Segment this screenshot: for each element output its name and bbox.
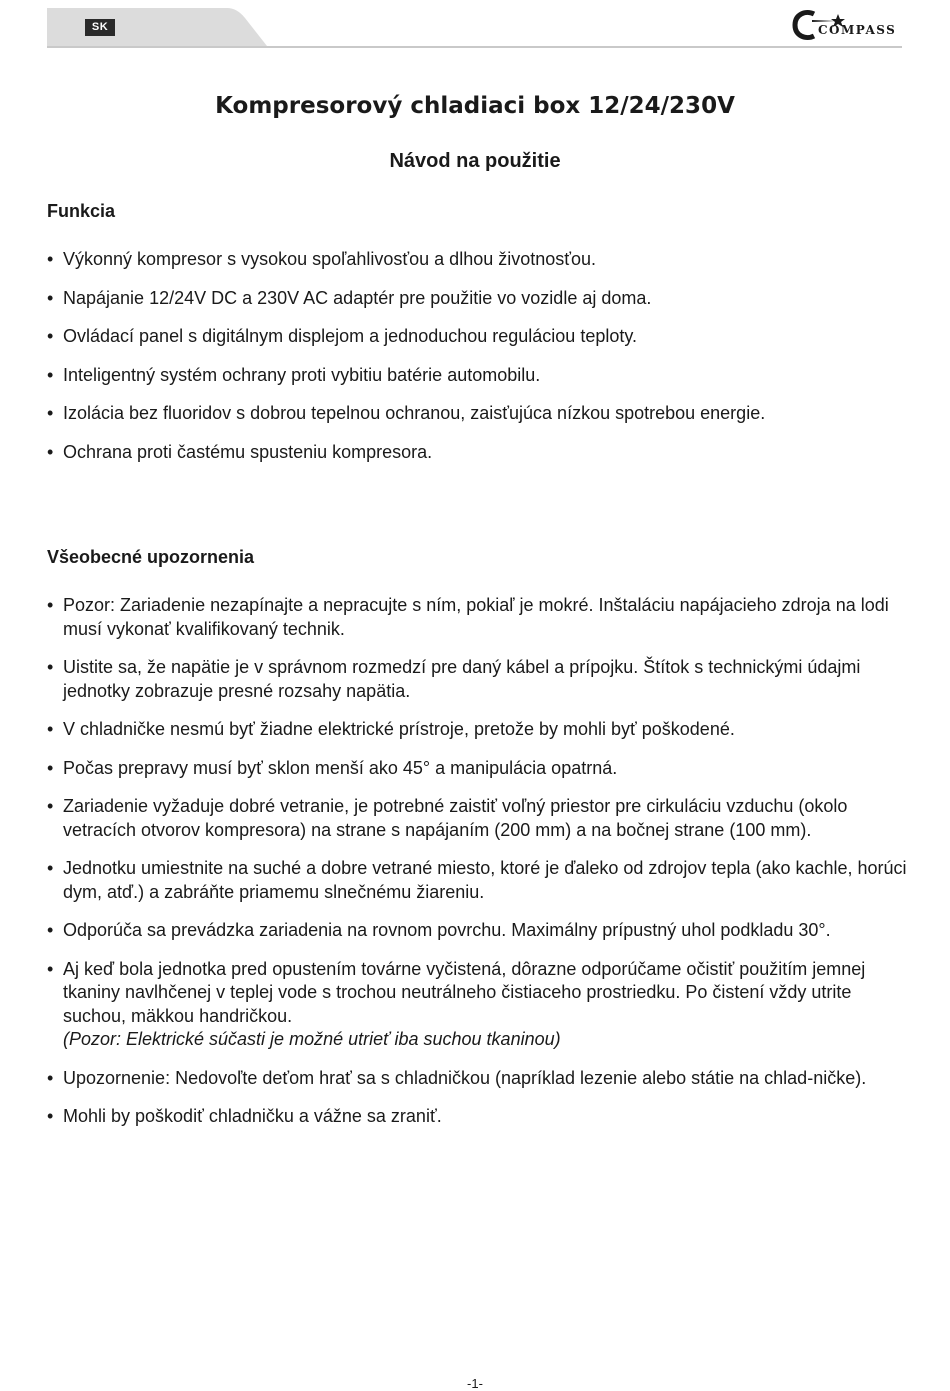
list-item: • Uistite sa, že napätie je v správnom rozmedzí pre daný kábel a prípojku. Štítok s technickými údajmi jednotky zobrazuje presné rozsahy napätia. <box>47 656 907 703</box>
warnings-list <box>47 594 907 1129</box>
page-header <box>47 8 902 48</box>
cleaning-note: (Pozor: Elektrické súčasti je možné utrieť iba suchou tkaninou) <box>63 1029 561 1049</box>
list-item-cleaning <box>47 958 907 1052</box>
list-item: • Zariadenie vyžaduje dobré vetranie, je potrebné zaistiť voľný priestor pre cirkuláciu vzduchu (okolo vetracích otvorov kompresora) na strane s napájaním (200 mm) a na bočnej strane (100 mm). <box>47 795 907 842</box>
section-heading-upozornenia: Všeobecné upozornenia <box>47 547 255 567</box>
list-item: • Pozor: Zariadenie nezapínajte a nepracujte s ním, pokiaľ je mokré. Inštaláciu napájacieho zdroja na lodi musí vykonať kvalifikovaný technik. <box>47 594 907 641</box>
header-tab-shape <box>197 8 267 46</box>
list-item: • Mohli by poškodiť chladničku a vážne sa zraniť. <box>47 1105 907 1129</box>
compass-logo <box>792 8 902 42</box>
header-tab <box>47 8 199 46</box>
language-badge: SK <box>85 19 115 36</box>
header-rule <box>47 46 902 48</box>
list-item: • Počas prepravy musí byť sklon menší ako 45° a manipulácia opatrná. <box>47 757 907 781</box>
list-item: • Odporúča sa prevádzka zariadenia na rovnom povrchu. Maximálny prípustný uhol podkladu 30°. <box>47 919 907 943</box>
logo-text: COMPASS <box>818 23 897 37</box>
page-number: -1- <box>467 1376 483 1391</box>
list-item: • Výkonný kompresor s vysokou spoľahlivosťou a dlhou životnosťou. <box>47 248 907 272</box>
list-item: • V chladničke nesmú byť žiadne elektrické prístroje, pretože by mohli byť poškodené. <box>47 718 907 742</box>
document-subtitle: Návod na použitie <box>389 150 561 172</box>
list-item: • Upozornenie: Nedovoľte deťom hrať sa s chladničkou (napríklad lezenie alebo státie na chlad-ničke). <box>47 1067 907 1091</box>
list-item: • Ochrana proti častému spusteniu kompresora. <box>47 441 907 465</box>
list-item: • Napájanie 12/24V DC a 230V AC adaptér pre použitie vo vozidle aj doma. <box>47 287 907 311</box>
list-item: • Ovládací panel s digitálnym displejom a jednoduchou reguláciou teploty. <box>47 325 907 349</box>
feature-list <box>47 248 907 464</box>
section-heading-funkcia: Funkcia <box>47 201 116 221</box>
list-item: • Izolácia bez fluoridov s dobrou tepelnou ochranou, zaisťujúca nízkou spotrebou energie. <box>47 402 907 426</box>
document-title: Kompresorový chladiaci box 12/24/230V <box>215 93 735 119</box>
list-item: • Jednotku umiestnite na suché a dobre vetrané miesto, ktoré je ďaleko od zdrojov tepla (ako kachle, horúci dym, atď.) a zabráňte priamemu slnečnému žiareniu. <box>47 857 907 904</box>
cleaning-text: Aj keď bola jednotka pred opustením továrne vyčistená, dôrazne odporúčame očistiť použitím jemnej tkaniny navlhčenej v teplej vode s trochou neutrálneho čistiaceho prostriedku. Po čistení vždy utrite suchou, mäkkou handričkou. <box>63 958 866 1026</box>
list-item: • Inteligentný systém ochrany proti vybitiu batérie automobilu. <box>47 364 907 388</box>
